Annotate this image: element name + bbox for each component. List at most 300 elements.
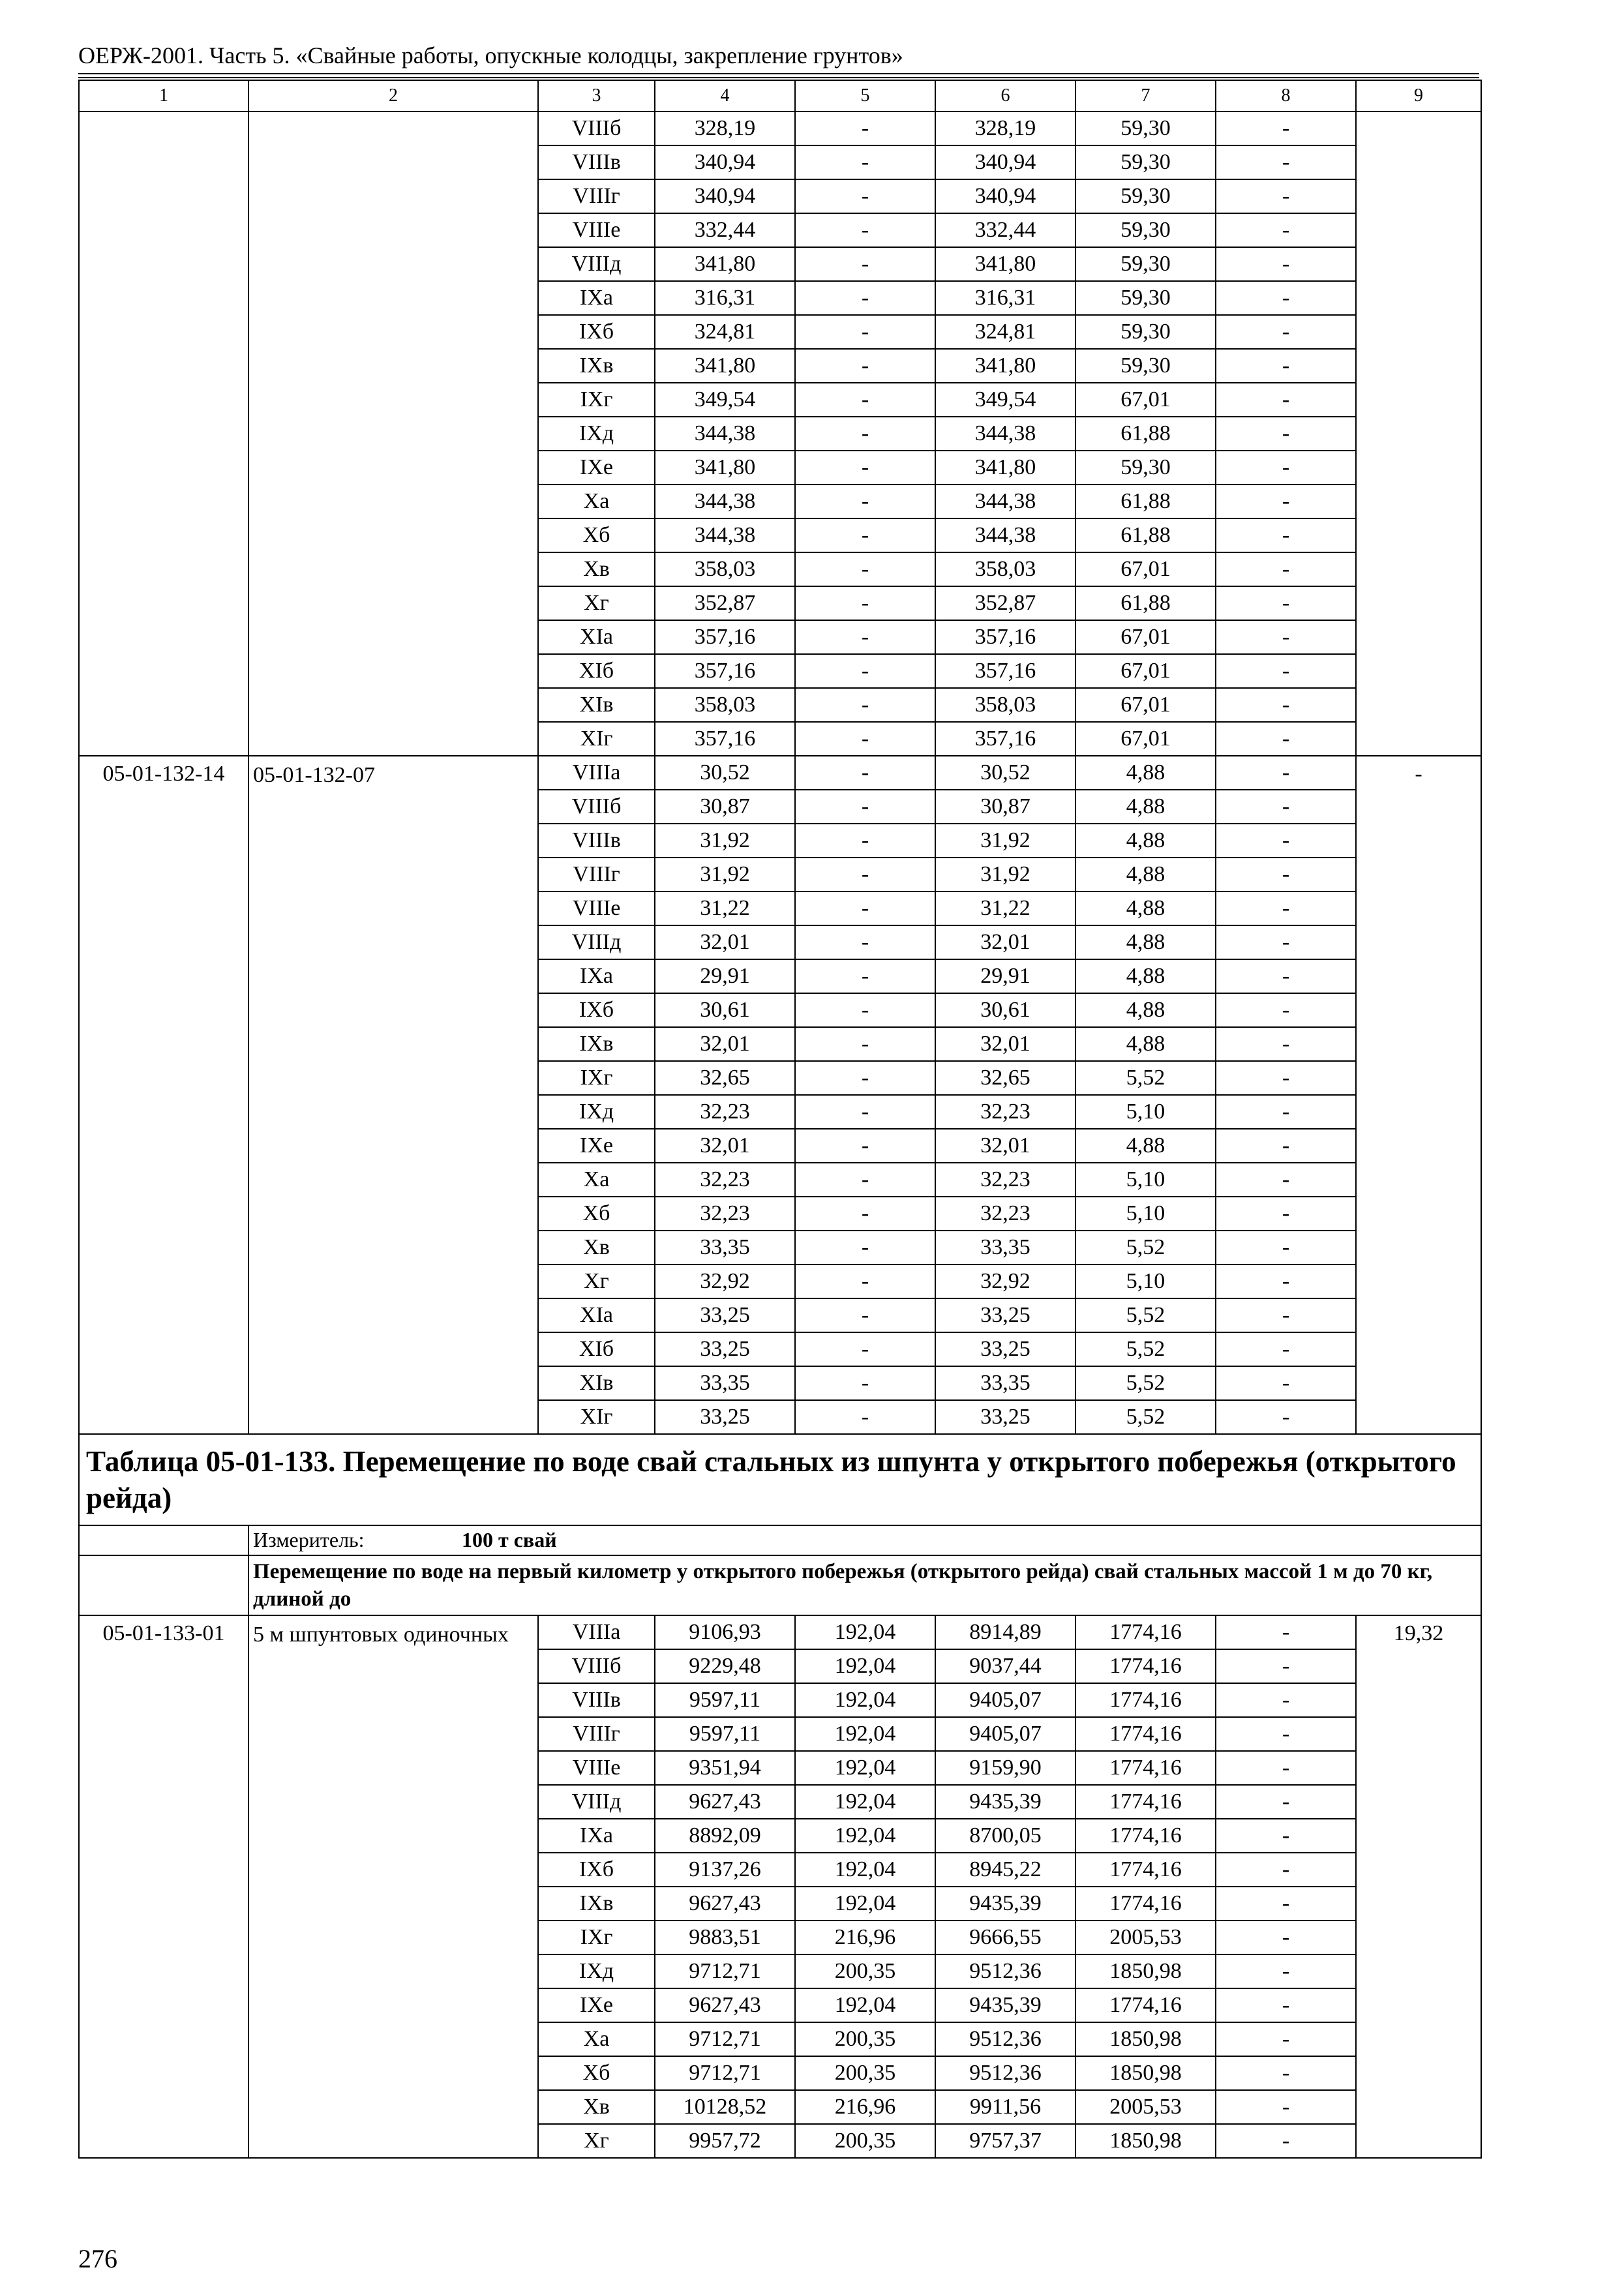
wages-cell: - [795, 722, 935, 756]
zone-cell: VIIIе [538, 213, 655, 247]
direct-cost-cell: 9957,72 [655, 2124, 795, 2158]
machine-cost-cell: 8700,05 [935, 1819, 1075, 1853]
machine-cost-cell: 9512,36 [935, 2022, 1075, 2056]
materials-cell: - [1216, 2090, 1356, 2124]
direct-cost-cell: 30,52 [655, 756, 795, 790]
machine-cost-cell: 349,54 [935, 383, 1075, 417]
machine-cost-cell: 344,38 [935, 518, 1075, 552]
wages-cell: 200,35 [795, 1954, 935, 1988]
zone-cell: IXе [538, 1988, 655, 2022]
operator-wages-cell: 4,88 [1075, 790, 1216, 824]
table-title: Таблица 05-01-133. Перемещение по воде свай стальных из шпунта у открытого побережья (открытого рейда) [79, 1434, 1481, 1525]
direct-cost-cell: 33,35 [655, 1231, 795, 1264]
page-number: 276 [78, 2244, 117, 2273]
operator-wages-cell: 1850,98 [1075, 2056, 1216, 2090]
column-number: 9 [1356, 80, 1481, 112]
operator-wages-cell: 1774,16 [1075, 1887, 1216, 1921]
materials-cell: - [1216, 179, 1356, 213]
machine-cost-cell: 358,03 [935, 552, 1075, 586]
materials-cell: - [1216, 688, 1356, 722]
direct-cost-cell: 352,87 [655, 586, 795, 620]
zone-cell: Xг [538, 1264, 655, 1298]
wages-cell: - [795, 1231, 935, 1264]
machine-cost-cell: 358,03 [935, 688, 1075, 722]
operator-wages-cell: 5,52 [1075, 1366, 1216, 1400]
direct-cost-cell: 357,16 [655, 722, 795, 756]
zone-cell: IXв [538, 1887, 655, 1921]
wages-cell: - [795, 112, 935, 145]
machine-cost-cell: 31,92 [935, 858, 1075, 891]
operator-wages-cell: 4,88 [1075, 1027, 1216, 1061]
mass-cell: - [1356, 756, 1481, 1434]
zone-cell: IXд [538, 1095, 655, 1129]
direct-cost-cell: 349,54 [655, 383, 795, 417]
materials-cell: - [1216, 722, 1356, 756]
direct-cost-cell: 33,25 [655, 1332, 795, 1366]
operator-wages-cell: 4,88 [1075, 959, 1216, 993]
zone-cell: VIIIв [538, 145, 655, 179]
wages-cell: 192,04 [795, 1853, 935, 1887]
machine-cost-cell: 33,25 [935, 1400, 1075, 1434]
wages-cell: - [795, 586, 935, 620]
direct-cost-cell: 9883,51 [655, 1921, 795, 1954]
materials-cell: - [1216, 1954, 1356, 1988]
wages-cell: 192,04 [795, 1785, 935, 1819]
direct-cost-cell: 32,23 [655, 1163, 795, 1197]
operator-wages-cell: 67,01 [1075, 722, 1216, 756]
machine-cost-cell: 8945,22 [935, 1853, 1075, 1887]
rate-name [248, 112, 538, 756]
machine-cost-cell: 33,25 [935, 1298, 1075, 1332]
operator-wages-cell: 4,88 [1075, 1129, 1216, 1163]
materials-cell: - [1216, 451, 1356, 485]
machine-cost-cell: 32,92 [935, 1264, 1075, 1298]
wages-cell: - [795, 281, 935, 315]
wages-cell: - [795, 993, 935, 1027]
machine-cost-cell: 9435,39 [935, 1988, 1075, 2022]
materials-cell: - [1216, 1717, 1356, 1751]
zone-cell: IXг [538, 383, 655, 417]
machine-cost-cell: 9757,37 [935, 2124, 1075, 2158]
materials-cell: - [1216, 925, 1356, 959]
wages-cell: - [795, 518, 935, 552]
direct-cost-cell: 9627,43 [655, 1785, 795, 1819]
operator-wages-cell: 1774,16 [1075, 1649, 1216, 1683]
machine-cost-cell: 9911,56 [935, 2090, 1075, 2124]
direct-cost-cell: 33,25 [655, 1298, 795, 1332]
materials-cell: - [1216, 281, 1356, 315]
direct-cost-cell: 33,25 [655, 1400, 795, 1434]
wages-cell: 216,96 [795, 1921, 935, 1954]
materials-cell: - [1216, 1683, 1356, 1717]
zone-cell: XIа [538, 620, 655, 654]
zone-cell: XIв [538, 688, 655, 722]
materials-cell: - [1216, 213, 1356, 247]
operator-wages-cell: 5,10 [1075, 1264, 1216, 1298]
zone-cell: VIIIа [538, 1615, 655, 1649]
machine-cost-cell: 9405,07 [935, 1683, 1075, 1717]
materials-cell: - [1216, 756, 1356, 790]
operator-wages-cell: 67,01 [1075, 688, 1216, 722]
zone-cell: VIIIд [538, 1785, 655, 1819]
direct-cost-cell: 9106,93 [655, 1615, 795, 1649]
operator-wages-cell: 1774,16 [1075, 1988, 1216, 2022]
machine-cost-cell: 344,38 [935, 417, 1075, 451]
materials-cell: - [1216, 790, 1356, 824]
zone-cell: Xа [538, 1163, 655, 1197]
materials-cell: - [1216, 1615, 1356, 1649]
zone-cell: VIIIе [538, 1751, 655, 1785]
wages-cell: 192,04 [795, 1887, 935, 1921]
wages-cell: - [795, 213, 935, 247]
zone-cell: VIIIб [538, 790, 655, 824]
operator-wages-cell: 61,88 [1075, 518, 1216, 552]
zone-cell: Xв [538, 1231, 655, 1264]
column-number: 3 [538, 80, 655, 112]
materials-cell: - [1216, 552, 1356, 586]
wages-cell: - [795, 688, 935, 722]
direct-cost-cell: 341,80 [655, 247, 795, 281]
materials-cell: - [1216, 145, 1356, 179]
machine-cost-cell: 32,23 [935, 1095, 1075, 1129]
zone-cell: XIв [538, 1366, 655, 1400]
direct-cost-cell: 340,94 [655, 179, 795, 213]
zone-cell: IXв [538, 349, 655, 383]
materials-cell: - [1216, 1197, 1356, 1231]
direct-cost-cell: 9712,71 [655, 2056, 795, 2090]
materials-cell: - [1216, 1231, 1356, 1264]
wages-cell: - [795, 417, 935, 451]
wages-cell: 192,04 [795, 1988, 935, 2022]
measure-row [248, 1525, 1481, 1555]
materials-cell: - [1216, 959, 1356, 993]
direct-cost-cell: 10128,52 [655, 2090, 795, 2124]
direct-cost-cell: 357,16 [655, 654, 795, 688]
materials-cell: - [1216, 1819, 1356, 1853]
wages-cell: 192,04 [795, 1649, 935, 1683]
operator-wages-cell: 59,30 [1075, 213, 1216, 247]
zone-cell: VIIIб [538, 1649, 655, 1683]
wages-cell: - [795, 1197, 935, 1231]
materials-cell: - [1216, 1649, 1356, 1683]
column-number: 6 [935, 80, 1075, 112]
operator-wages-cell: 4,88 [1075, 824, 1216, 858]
operator-wages-cell: 5,10 [1075, 1197, 1216, 1231]
materials-cell: - [1216, 2022, 1356, 2056]
wages-cell: - [795, 247, 935, 281]
operator-wages-cell: 59,30 [1075, 112, 1216, 145]
machine-cost-cell: 9405,07 [935, 1717, 1075, 1751]
machine-cost-cell: 32,01 [935, 925, 1075, 959]
materials-cell: - [1216, 1264, 1356, 1298]
direct-cost-cell: 358,03 [655, 552, 795, 586]
wages-cell: - [795, 451, 935, 485]
machine-cost-cell: 9435,39 [935, 1887, 1075, 1921]
zone-cell: VIIIв [538, 824, 655, 858]
wages-cell: 200,35 [795, 2056, 935, 2090]
wages-cell: - [795, 1095, 935, 1129]
materials-cell: - [1216, 485, 1356, 518]
operator-wages-cell: 5,52 [1075, 1298, 1216, 1332]
machine-cost-cell: 352,87 [935, 586, 1075, 620]
zone-cell: Xг [538, 2124, 655, 2158]
direct-cost-cell: 32,23 [655, 1095, 795, 1129]
table-row [79, 1615, 1481, 1649]
wages-cell: - [795, 1061, 935, 1095]
direct-cost-cell: 324,81 [655, 315, 795, 349]
direct-cost-cell: 9712,71 [655, 2022, 795, 2056]
wages-cell: 200,35 [795, 2022, 935, 2056]
zone-cell: IXб [538, 993, 655, 1027]
machine-cost-cell: 30,87 [935, 790, 1075, 824]
price-table [78, 80, 1482, 2159]
materials-cell: - [1216, 383, 1356, 417]
zone-cell: IXд [538, 417, 655, 451]
column-number-row [79, 80, 1481, 112]
column-number: 5 [795, 80, 935, 112]
wages-cell: - [795, 1298, 935, 1332]
operator-wages-cell: 59,30 [1075, 179, 1216, 213]
direct-cost-cell: 31,22 [655, 891, 795, 925]
materials-cell: - [1216, 417, 1356, 451]
materials-cell: - [1216, 349, 1356, 383]
operator-wages-cell: 59,30 [1075, 315, 1216, 349]
machine-cost-cell: 9037,44 [935, 1649, 1075, 1683]
wages-cell: - [795, 349, 935, 383]
direct-cost-cell: 32,92 [655, 1264, 795, 1298]
machine-cost-cell: 33,25 [935, 1332, 1075, 1366]
wages-cell: 192,04 [795, 1615, 935, 1649]
machine-cost-cell: 33,35 [935, 1231, 1075, 1264]
wages-cell: - [795, 790, 935, 824]
materials-cell: - [1216, 1163, 1356, 1197]
wages-cell: - [795, 383, 935, 417]
direct-cost-cell: 344,38 [655, 485, 795, 518]
operator-wages-cell: 4,88 [1075, 858, 1216, 891]
zone-cell: IXе [538, 451, 655, 485]
direct-cost-cell: 31,92 [655, 858, 795, 891]
zone-cell: Xб [538, 518, 655, 552]
zone-cell: VIIIб [538, 112, 655, 145]
direct-cost-cell: 32,65 [655, 1061, 795, 1095]
materials-cell: - [1216, 1027, 1356, 1061]
rate-code: 05-01-133-01 [79, 1615, 248, 2158]
materials-cell: - [1216, 112, 1356, 145]
machine-cost-cell: 357,16 [935, 620, 1075, 654]
operator-wages-cell: 1850,98 [1075, 1954, 1216, 1988]
wages-cell: - [795, 1163, 935, 1197]
wages-cell: - [795, 756, 935, 790]
zone-cell: IXв [538, 1027, 655, 1061]
wages-cell: 192,04 [795, 1751, 935, 1785]
zone-cell: IXг [538, 1061, 655, 1095]
wages-cell: - [795, 179, 935, 213]
wages-cell: - [795, 620, 935, 654]
machine-cost-cell: 9512,36 [935, 2056, 1075, 2090]
direct-cost-cell: 316,31 [655, 281, 795, 315]
direct-cost-cell: 30,87 [655, 790, 795, 824]
wages-cell: 216,96 [795, 2090, 935, 2124]
machine-cost-cell: 30,61 [935, 993, 1075, 1027]
materials-cell: - [1216, 1129, 1356, 1163]
machine-cost-cell: 316,31 [935, 281, 1075, 315]
wages-cell: - [795, 145, 935, 179]
machine-cost-cell: 29,91 [935, 959, 1075, 993]
description-spacer [79, 1555, 248, 1615]
zone-cell: Xв [538, 552, 655, 586]
direct-cost-cell: 32,01 [655, 1129, 795, 1163]
materials-cell: - [1216, 1988, 1356, 2022]
direct-cost-cell: 341,80 [655, 451, 795, 485]
operator-wages-cell: 67,01 [1075, 383, 1216, 417]
machine-cost-cell: 32,01 [935, 1027, 1075, 1061]
rate-code: 05-01-132-14 [79, 756, 248, 1434]
machine-cost-cell: 32,01 [935, 1129, 1075, 1163]
materials-cell: - [1216, 2124, 1356, 2158]
direct-cost-cell: 340,94 [655, 145, 795, 179]
direct-cost-cell: 9229,48 [655, 1649, 795, 1683]
zone-cell: XIа [538, 1298, 655, 1332]
direct-cost-cell: 9712,71 [655, 1954, 795, 1988]
measure-spacer [79, 1525, 248, 1555]
operator-wages-cell: 67,01 [1075, 654, 1216, 688]
zone-cell: VIIIе [538, 891, 655, 925]
direct-cost-cell: 9627,43 [655, 1887, 795, 1921]
materials-cell: - [1216, 1400, 1356, 1434]
direct-cost-cell: 344,38 [655, 417, 795, 451]
wages-cell: 192,04 [795, 1683, 935, 1717]
direct-cost-cell: 33,35 [655, 1366, 795, 1400]
materials-cell: - [1216, 1061, 1356, 1095]
work-description: Перемещение по воде на первый километр у открытого побережья (открытого рейда) свай стальных массой 1 м до 70 кг, длиной до [248, 1555, 1481, 1615]
wages-cell: - [795, 925, 935, 959]
zone-cell: IXг [538, 1921, 655, 1954]
machine-cost-cell: 9512,36 [935, 1954, 1075, 1988]
zone-cell: Xв [538, 2090, 655, 2124]
operator-wages-cell: 1850,98 [1075, 2022, 1216, 2056]
wages-cell: - [795, 315, 935, 349]
wages-cell: - [795, 1264, 935, 1298]
rate-name: 05-01-132-07 [248, 756, 538, 1434]
zone-cell: XIг [538, 722, 655, 756]
wages-cell: 192,04 [795, 1819, 935, 1853]
zone-cell: IXе [538, 1129, 655, 1163]
zone-cell: VIIIа [538, 756, 655, 790]
running-title: ОЕРЖ-2001. Часть 5. «Свайные работы, опускные колодцы, закрепление грунтов» [78, 42, 903, 68]
operator-wages-cell: 5,52 [1075, 1332, 1216, 1366]
mass-cell: 19,32 [1356, 1615, 1481, 2158]
column-number: 8 [1216, 80, 1356, 112]
operator-wages-cell: 67,01 [1075, 620, 1216, 654]
wages-cell: - [795, 1129, 935, 1163]
wages-cell: - [795, 858, 935, 891]
materials-cell: - [1216, 1887, 1356, 1921]
operator-wages-cell: 5,52 [1075, 1400, 1216, 1434]
machine-cost-cell: 31,22 [935, 891, 1075, 925]
column-number: 4 [655, 80, 795, 112]
zone-cell: VIIIг [538, 1717, 655, 1751]
wages-cell: - [795, 1027, 935, 1061]
header-rule [78, 77, 1479, 78]
operator-wages-cell: 61,88 [1075, 586, 1216, 620]
operator-wages-cell: 1774,16 [1075, 1717, 1216, 1751]
rate-name: 5 м шпунтовых одиночных [248, 1615, 538, 2158]
machine-cost-cell: 33,35 [935, 1366, 1075, 1400]
direct-cost-cell: 32,01 [655, 1027, 795, 1061]
operator-wages-cell: 5,10 [1075, 1163, 1216, 1197]
operator-wages-cell: 59,30 [1075, 247, 1216, 281]
machine-cost-cell: 9159,90 [935, 1751, 1075, 1785]
zone-cell: Xб [538, 2056, 655, 2090]
wages-cell: - [795, 1366, 935, 1400]
machine-cost-cell: 341,80 [935, 247, 1075, 281]
operator-wages-cell: 67,01 [1075, 552, 1216, 586]
operator-wages-cell: 5,52 [1075, 1061, 1216, 1095]
operator-wages-cell: 1850,98 [1075, 2124, 1216, 2158]
zone-cell: XIб [538, 1332, 655, 1366]
rate-code [79, 112, 248, 756]
direct-cost-cell: 8892,09 [655, 1819, 795, 1853]
wages-cell: - [795, 654, 935, 688]
direct-cost-cell: 31,92 [655, 824, 795, 858]
table-row [79, 112, 1481, 145]
zone-cell: Xа [538, 485, 655, 518]
wages-cell: - [795, 824, 935, 858]
zone-cell: VIIIд [538, 925, 655, 959]
materials-cell: - [1216, 1366, 1356, 1400]
direct-cost-cell: 358,03 [655, 688, 795, 722]
materials-cell: - [1216, 858, 1356, 891]
wages-cell: 200,35 [795, 2124, 935, 2158]
zone-cell: XIг [538, 1400, 655, 1434]
direct-cost-cell: 341,80 [655, 349, 795, 383]
operator-wages-cell: 4,88 [1075, 891, 1216, 925]
measure-value: 100 т свай [462, 1528, 557, 1551]
machine-cost-cell: 30,52 [935, 756, 1075, 790]
column-number: 7 [1075, 80, 1216, 112]
operator-wages-cell: 59,30 [1075, 451, 1216, 485]
direct-cost-cell: 29,91 [655, 959, 795, 993]
direct-cost-cell: 32,01 [655, 925, 795, 959]
direct-cost-cell: 9351,94 [655, 1751, 795, 1785]
operator-wages-cell: 4,88 [1075, 756, 1216, 790]
wages-cell: - [795, 959, 935, 993]
operator-wages-cell: 61,88 [1075, 485, 1216, 518]
machine-cost-cell: 32,23 [935, 1163, 1075, 1197]
operator-wages-cell: 59,30 [1075, 145, 1216, 179]
zone-cell: IXа [538, 281, 655, 315]
operator-wages-cell: 1774,16 [1075, 1751, 1216, 1785]
zone-cell: XIб [538, 654, 655, 688]
zone-cell: IXб [538, 315, 655, 349]
materials-cell: - [1216, 1332, 1356, 1366]
zone-cell: VIIIг [538, 858, 655, 891]
zone-cell: Xг [538, 586, 655, 620]
machine-cost-cell: 32,65 [935, 1061, 1075, 1095]
wages-cell: - [795, 485, 935, 518]
wages-cell: - [795, 1332, 935, 1366]
direct-cost-cell: 9597,11 [655, 1717, 795, 1751]
zone-cell: IXд [538, 1954, 655, 1988]
wages-cell: - [795, 552, 935, 586]
wages-cell: - [795, 891, 935, 925]
zone-cell: IXб [538, 1853, 655, 1887]
column-number: 1 [79, 80, 248, 112]
materials-cell: - [1216, 1095, 1356, 1129]
operator-wages-cell: 1774,16 [1075, 1819, 1216, 1853]
table-row [79, 756, 1481, 790]
operator-wages-cell: 2005,53 [1075, 2090, 1216, 2124]
